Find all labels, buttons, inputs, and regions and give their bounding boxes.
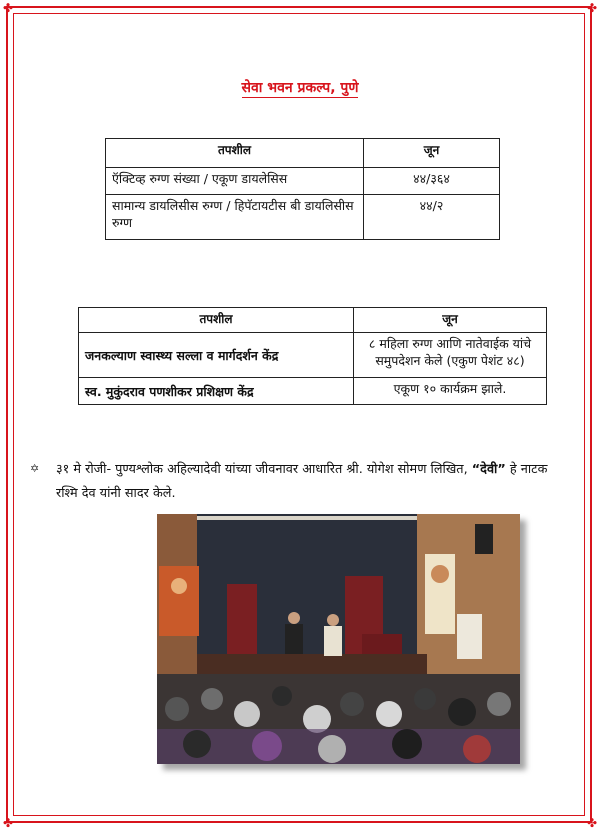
table-cell-value: एकूण १० कार्यक्रम झाले. [354,378,547,405]
table-row [106,168,500,195]
corner-ornament-icon: ✤ [2,816,14,830]
table-header-cell: जून [364,139,500,168]
table-header-cell: तपशील [79,308,354,333]
table-cell-value: ४४/३६४ [364,168,500,195]
table-header-row [79,308,547,333]
table-cell-label: ऍक्टिव्ह रुग्ण संख्या / एकूण डायलेसिस [106,168,364,195]
page-title: सेवा भवन प्रकल्प, पुणे [241,80,359,96]
corner-ornament-icon: ✤ [586,1,598,15]
event-photo [157,514,520,764]
table-header-row [106,139,500,168]
table-row [106,195,500,240]
star-bullet-icon: ✡ [30,462,40,475]
services-table [78,307,547,405]
corner-ornament-icon: ✤ [2,1,14,15]
table-cell-label: सामान्य डायलिसीस रुग्ण / हिपॅटायटीस बी डायलिसीस रुग्ण [106,195,364,240]
table-row [79,333,547,378]
table-header-cell: तपशील [106,139,364,168]
table-cell-label: जनकल्याण स्वास्थ्य सल्ला व मार्गदर्शन केंद्र [79,333,354,378]
event-paragraph: ३१ मे रोजी- पुण्यश्लोक अहिल्यादेवी यांच्या जीवनावर आधारित श्री. योगेश सोमण लिखित, “देवी” हे नाटक रश्मि देव यांनी सादर केले. [56,462,548,501]
table-cell-value: ८ महिला रुग्ण आणि नातेवाईक यांचे समुपदेशन केले (एकुण पेशंट ४८) [354,333,547,378]
table-cell-value: ४४/२ [364,195,500,240]
table-row [79,378,547,405]
corner-ornament-icon: ✤ [586,816,598,830]
table-cell-label: स्व. मुकुंदराव पणशीकर प्रशिक्षण केंद्र [79,378,354,405]
table-header-cell: जून [354,308,547,333]
dialysis-table [105,138,500,240]
